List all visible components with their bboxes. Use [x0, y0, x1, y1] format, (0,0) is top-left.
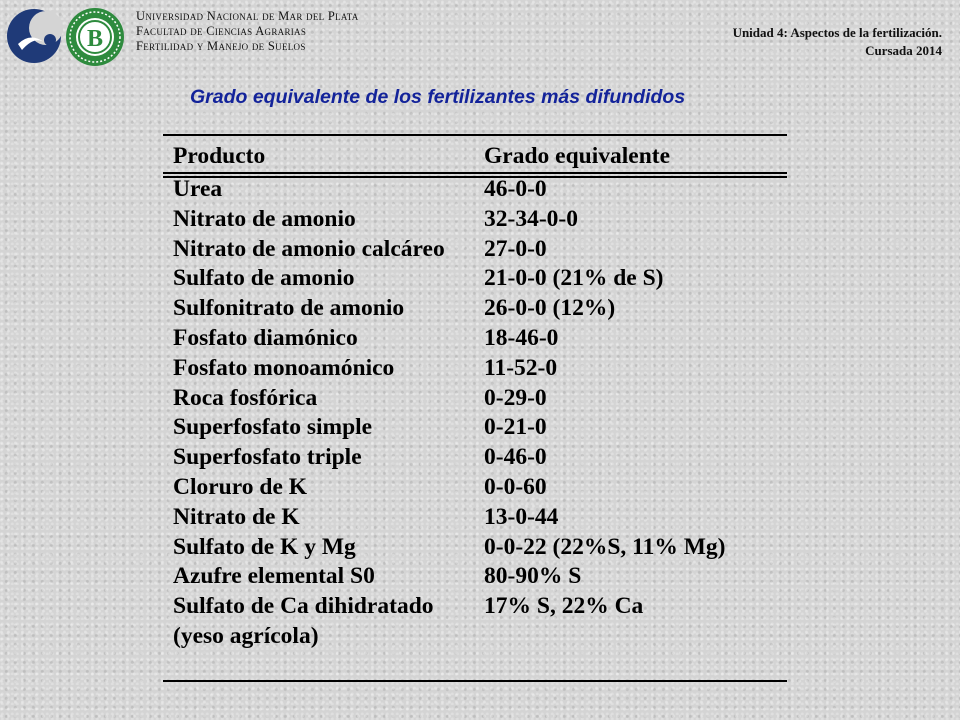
grade-cell: 27-0-0: [484, 235, 547, 262]
fertilizer-table: [173, 142, 726, 652]
product-cell: Sulfonitrato de amonio: [173, 295, 405, 322]
grade-cell: 80-90% S: [484, 563, 582, 590]
course-name: Fertilidad y Manejo de Suelos: [136, 39, 306, 53]
grade-cell: 0-29-0: [484, 384, 547, 411]
grade-cell: 17% S, 22% Ca: [484, 593, 644, 620]
unit-title: Unidad 4: Aspectos de la fertilización.: [732, 25, 942, 40]
grade-cell: 46-0-0: [484, 176, 547, 202]
table-row: [173, 354, 726, 384]
table-row: [173, 533, 726, 563]
institution-header: [136, 9, 359, 54]
grade-cell: 32-34-0-0: [484, 205, 578, 232]
table-row: [173, 384, 726, 414]
product-cell: Cloruro de K: [173, 473, 308, 500]
university-logo: [4, 6, 64, 66]
university-name: Universidad Nacional de Mar del Plata: [136, 9, 359, 23]
product-cell: Sulfato de Ca dihidratado (yeso agrícola): [173, 593, 434, 649]
slide-title: Grado equivalente de los fertilizantes más difundidos: [190, 86, 686, 108]
grade-cell: 18-46-0: [484, 324, 559, 351]
product-cell: Azufre elemental S0: [173, 563, 375, 590]
table-row: [173, 562, 726, 592]
grade-cell: 0-0-60: [484, 473, 547, 500]
table-row: [173, 443, 726, 473]
product-cell: Roca fosfórica: [173, 384, 318, 411]
faculty-seal-logo: [64, 6, 126, 68]
grade-cell: 11-52-0: [484, 354, 558, 381]
product-cell: Fosfato monoamónico: [173, 354, 395, 381]
table-row: [173, 473, 726, 503]
product-cell: Fosfato diamónico: [173, 324, 358, 351]
grade-cell: 13-0-44: [484, 503, 559, 530]
table-row: [173, 413, 726, 443]
product-cell: Nitrato de amonio: [173, 205, 356, 232]
table-row: [173, 503, 726, 533]
table-row: [173, 264, 726, 294]
table-row: [173, 235, 726, 265]
table-row: [173, 592, 726, 652]
course-year: Cursada 2014: [865, 43, 942, 58]
seal-letter: B: [86, 26, 104, 52]
table-header-row: [173, 142, 726, 172]
grade-cell: 21-0-0 (21% de S): [484, 265, 664, 292]
product-cell: Nitrato de K: [173, 503, 300, 530]
column-header-grade: Grado equivalente: [484, 143, 671, 169]
product-cell: Urea: [173, 176, 223, 202]
grade-cell: 0-0-22 (22%S, 11% Mg): [484, 533, 726, 560]
grade-cell: 0-21-0: [484, 414, 547, 441]
grade-cell: 26-0-0 (12%): [484, 295, 616, 322]
grade-cell: 0-46-0: [484, 444, 547, 471]
table-row: [173, 175, 726, 205]
faculty-name: Facultad de Ciencias Agrarias: [136, 24, 307, 38]
table-top-rule: [163, 134, 787, 136]
column-header-product: Producto: [173, 143, 266, 169]
table-row: [173, 294, 726, 324]
product-cell: Sulfato de amonio: [173, 265, 355, 292]
product-cell: Nitrato de amonio calcáreo: [173, 235, 445, 262]
table-row: [173, 324, 726, 354]
table-bottom-rule: [163, 680, 787, 682]
table-row: [173, 205, 726, 235]
unit-info: [733, 24, 942, 60]
product-cell: Superfosfato simple: [173, 414, 373, 441]
product-cell: Superfosfato triple: [173, 444, 362, 471]
table-body: [173, 175, 726, 652]
product-cell: Sulfato de K y Mg: [173, 533, 356, 560]
